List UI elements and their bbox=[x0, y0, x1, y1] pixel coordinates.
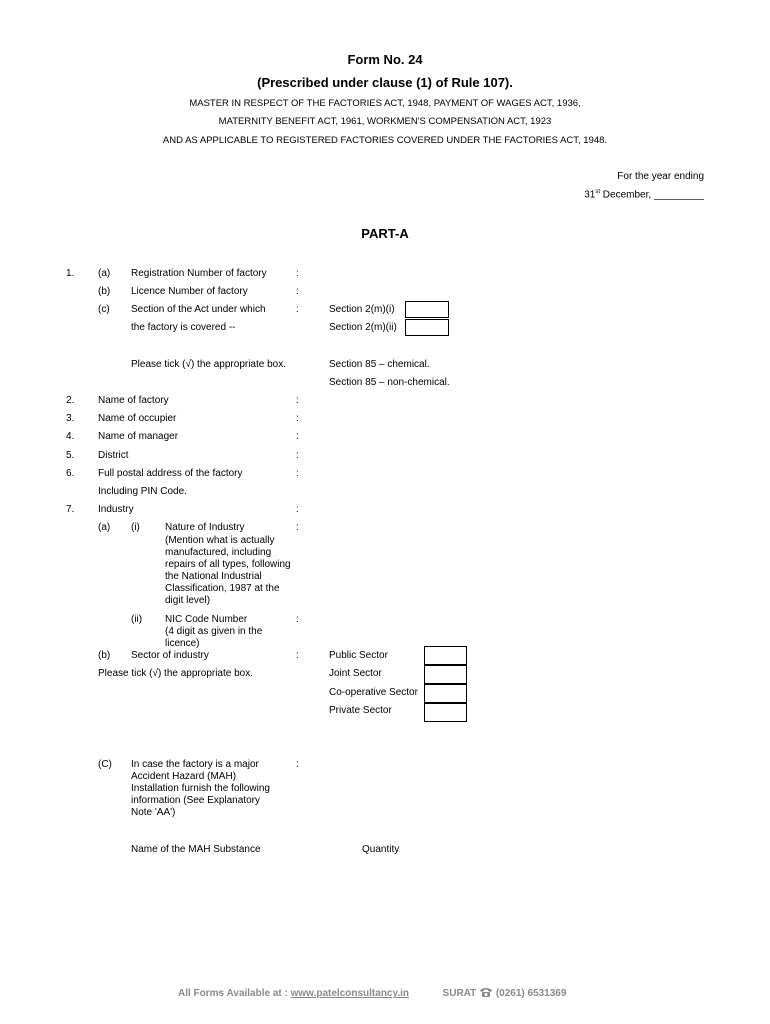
colon: : bbox=[296, 759, 299, 770]
item-number-1: 1. bbox=[66, 268, 75, 279]
item-number-5: 5. bbox=[66, 450, 75, 461]
footer-prefix: All Forms Available at : bbox=[178, 988, 291, 999]
date-line: 31st December, _________ bbox=[584, 189, 704, 201]
private-sector-label: Private Sector bbox=[329, 705, 392, 716]
header-line-2: MATERNITY BENEFIT ACT, 1961, WORKMEN'S COMPENSATION ACT, 1923 bbox=[218, 116, 552, 127]
prescribed-clause: (Prescribed under clause (1) of Rule 107). bbox=[257, 75, 513, 90]
sub-b: (b) bbox=[98, 286, 111, 297]
joint-sector-label: Joint Sector bbox=[329, 668, 382, 679]
mah-substance-label: Name of the MAH Substance bbox=[131, 844, 261, 855]
sector-of-industry-label: Sector of industry bbox=[131, 650, 209, 661]
cooperative-sector-checkbox[interactable] bbox=[424, 684, 467, 703]
name-of-manager-label: Name of manager bbox=[98, 431, 179, 442]
private-sector-checkbox[interactable] bbox=[424, 703, 467, 722]
item-number-7: 7. bbox=[66, 504, 75, 515]
name-of-occupier-label: Name of occupier bbox=[98, 413, 177, 424]
sub-a: (a) bbox=[98, 268, 111, 279]
item-number-6: 6. bbox=[66, 468, 75, 479]
colon: : bbox=[296, 395, 299, 406]
sub-ii: (ii) bbox=[131, 614, 143, 625]
item-number-4: 4. bbox=[66, 431, 75, 442]
nature-of-industry-description: (Mention what is actually manufactured, including repairs of all types, following the National Industrial Classification, 1987 at the digit level) bbox=[165, 535, 291, 606]
industry-label: Industry bbox=[98, 504, 134, 515]
postal-address-label: Full postal address of the factory bbox=[98, 468, 243, 479]
header-line-3: AND AS APPLICABLE TO REGISTERED FACTORIES COVERED UNDER THE FACTORIES ACT, 1948. bbox=[162, 135, 608, 146]
district-label: District bbox=[98, 450, 129, 461]
name-of-factory-label: Name of factory bbox=[98, 395, 169, 406]
colon: : bbox=[296, 614, 299, 625]
colon: : bbox=[296, 304, 299, 315]
sub-a: (a) bbox=[98, 522, 111, 533]
section-85-chemical-label: Section 85 – chemical. bbox=[329, 359, 430, 370]
footer-phone: (0261) 6531369 bbox=[495, 988, 567, 999]
tick-instruction: Please tick (√) the appropriate box. bbox=[131, 359, 287, 370]
public-sector-label: Public Sector bbox=[329, 650, 388, 661]
footer-city: SURAT bbox=[442, 988, 477, 999]
sub-b: (b) bbox=[98, 650, 111, 661]
colon: : bbox=[296, 450, 299, 461]
registration-number-label: Registration Number of factory bbox=[131, 268, 267, 279]
section-act-label: Section of the Act under which bbox=[131, 304, 266, 315]
section-2mii-label: Section 2(m)(ii) bbox=[329, 322, 397, 333]
colon: : bbox=[296, 468, 299, 479]
joint-sector-checkbox[interactable] bbox=[424, 665, 467, 684]
mah-installation-text: In case the factory is a major Accident Hazard (MAH) Installation furnish the following information (See Explanatory Note 'AA') bbox=[131, 759, 270, 818]
footer-website-link[interactable]: www.patelconsultancy.in bbox=[290, 988, 409, 999]
nic-code-description: (4 digit as given in the licence) bbox=[165, 626, 263, 649]
licence-number-label: Licence Number of factory bbox=[131, 286, 248, 297]
cooperative-sector-label: Co-operative Sector bbox=[329, 687, 418, 698]
nic-code-label: NIC Code Number bbox=[165, 614, 248, 625]
section-2mi-label: Section 2(m)(i) bbox=[329, 304, 395, 315]
colon: : bbox=[296, 268, 299, 279]
sub-c: (C) bbox=[98, 759, 112, 770]
item-number-3: 3. bbox=[66, 413, 75, 424]
form-number: Form No. 24 bbox=[347, 52, 423, 67]
section-2mi-checkbox[interactable] bbox=[405, 301, 449, 318]
part-heading: PART-A bbox=[361, 226, 409, 241]
colon: : bbox=[296, 522, 299, 533]
header-line-1: MASTER IN RESPECT OF THE FACTORIES ACT, 1948, PAYMENT OF WAGES ACT, 1936, bbox=[189, 98, 581, 109]
section-act-label-2: the factory is covered -- bbox=[131, 322, 236, 333]
tick-instruction: Please tick (√) the appropriate box. bbox=[98, 668, 254, 679]
public-sector-checkbox[interactable] bbox=[424, 646, 467, 665]
colon: : bbox=[296, 650, 299, 661]
section-2mii-checkbox[interactable] bbox=[405, 319, 449, 336]
colon: : bbox=[296, 504, 299, 515]
sub-c: (c) bbox=[98, 304, 110, 315]
item-number-2: 2. bbox=[66, 395, 75, 406]
colon: : bbox=[296, 413, 299, 424]
postal-address-label-2: Including PIN Code. bbox=[98, 486, 187, 497]
colon: : bbox=[296, 286, 299, 297]
telephone-icon bbox=[479, 987, 493, 1000]
quantity-label: Quantity bbox=[362, 844, 400, 855]
year-ending-label: For the year ending bbox=[617, 171, 704, 182]
colon: : bbox=[296, 431, 299, 442]
nature-of-industry-label: Nature of Industry bbox=[165, 522, 245, 533]
sub-i: (i) bbox=[131, 522, 140, 533]
section-85-non-chemical-label: Section 85 – non-chemical. bbox=[329, 377, 450, 388]
footer bbox=[178, 987, 566, 1000]
